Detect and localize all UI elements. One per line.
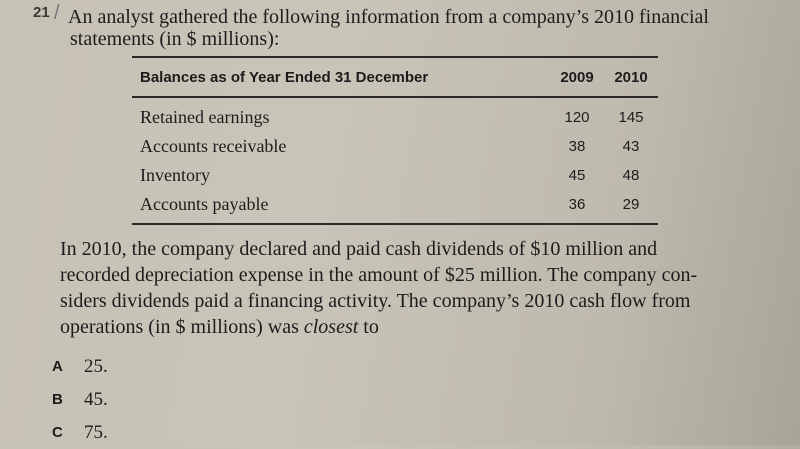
row-label: Retained earnings bbox=[140, 107, 270, 127]
question-stem bbox=[68, 6, 768, 50]
option-letter: B bbox=[52, 391, 63, 408]
option-text: 25. bbox=[84, 355, 108, 377]
row-label: Accounts payable bbox=[140, 194, 269, 214]
table-row bbox=[132, 190, 658, 219]
paragraph-line: In 2010, the company declared and paid cash dividends of $10 million and bbox=[60, 238, 658, 260]
row-value-2010: 145 bbox=[618, 109, 644, 126]
question-paragraph bbox=[60, 236, 760, 340]
table-row bbox=[132, 103, 658, 132]
option-text: 75. bbox=[84, 421, 108, 443]
answer-option-b[interactable] bbox=[52, 383, 108, 416]
option-letter: A bbox=[52, 358, 63, 375]
row-value-2010: 43 bbox=[622, 138, 640, 155]
row-value-2010: 48 bbox=[622, 167, 640, 184]
table-header-2009: 2009 bbox=[560, 68, 594, 86]
paragraph-emphasis: closest bbox=[303, 316, 359, 338]
row-value-2010: 29 bbox=[622, 196, 640, 213]
option-letter: C bbox=[52, 424, 63, 441]
answer-options bbox=[52, 350, 108, 449]
row-value-2009: 36 bbox=[568, 196, 586, 213]
table-row bbox=[132, 161, 658, 190]
table-header-row bbox=[132, 58, 658, 96]
question-number-divider: / bbox=[54, 2, 60, 24]
row-label: Inventory bbox=[140, 165, 210, 185]
table-row bbox=[132, 132, 658, 161]
row-value-2009: 38 bbox=[568, 138, 586, 155]
paragraph-text: operations (in $ millions) was bbox=[60, 316, 304, 338]
answer-option-a[interactable] bbox=[52, 350, 108, 383]
balances-table bbox=[132, 56, 658, 225]
table-rule-bottom bbox=[132, 223, 658, 225]
paragraph-line: recorded depreciation expense in the amount of $25 million. The company con- bbox=[60, 264, 698, 286]
paragraph-line bbox=[60, 314, 760, 340]
row-value-2009: 45 bbox=[568, 167, 586, 184]
question-stem-line: An analyst gathered the following information from a company’s 2010 financial bbox=[68, 6, 709, 28]
table-header-label: Balances as of Year Ended 31 December bbox=[140, 68, 429, 86]
paragraph-text: to bbox=[358, 316, 379, 338]
paragraph-line: siders dividends paid a financing activity. The company’s 2010 cash flow from bbox=[60, 290, 691, 312]
row-label: Accounts receivable bbox=[140, 136, 287, 156]
table-body bbox=[132, 98, 658, 223]
table-header-2010: 2010 bbox=[614, 68, 648, 86]
answer-option-c[interactable] bbox=[52, 416, 108, 449]
question-stem-line: statements (in $ millions): bbox=[70, 28, 280, 50]
row-value-2009: 120 bbox=[564, 109, 590, 126]
option-text: 45. bbox=[84, 388, 108, 410]
question-number: 21 bbox=[33, 4, 50, 21]
